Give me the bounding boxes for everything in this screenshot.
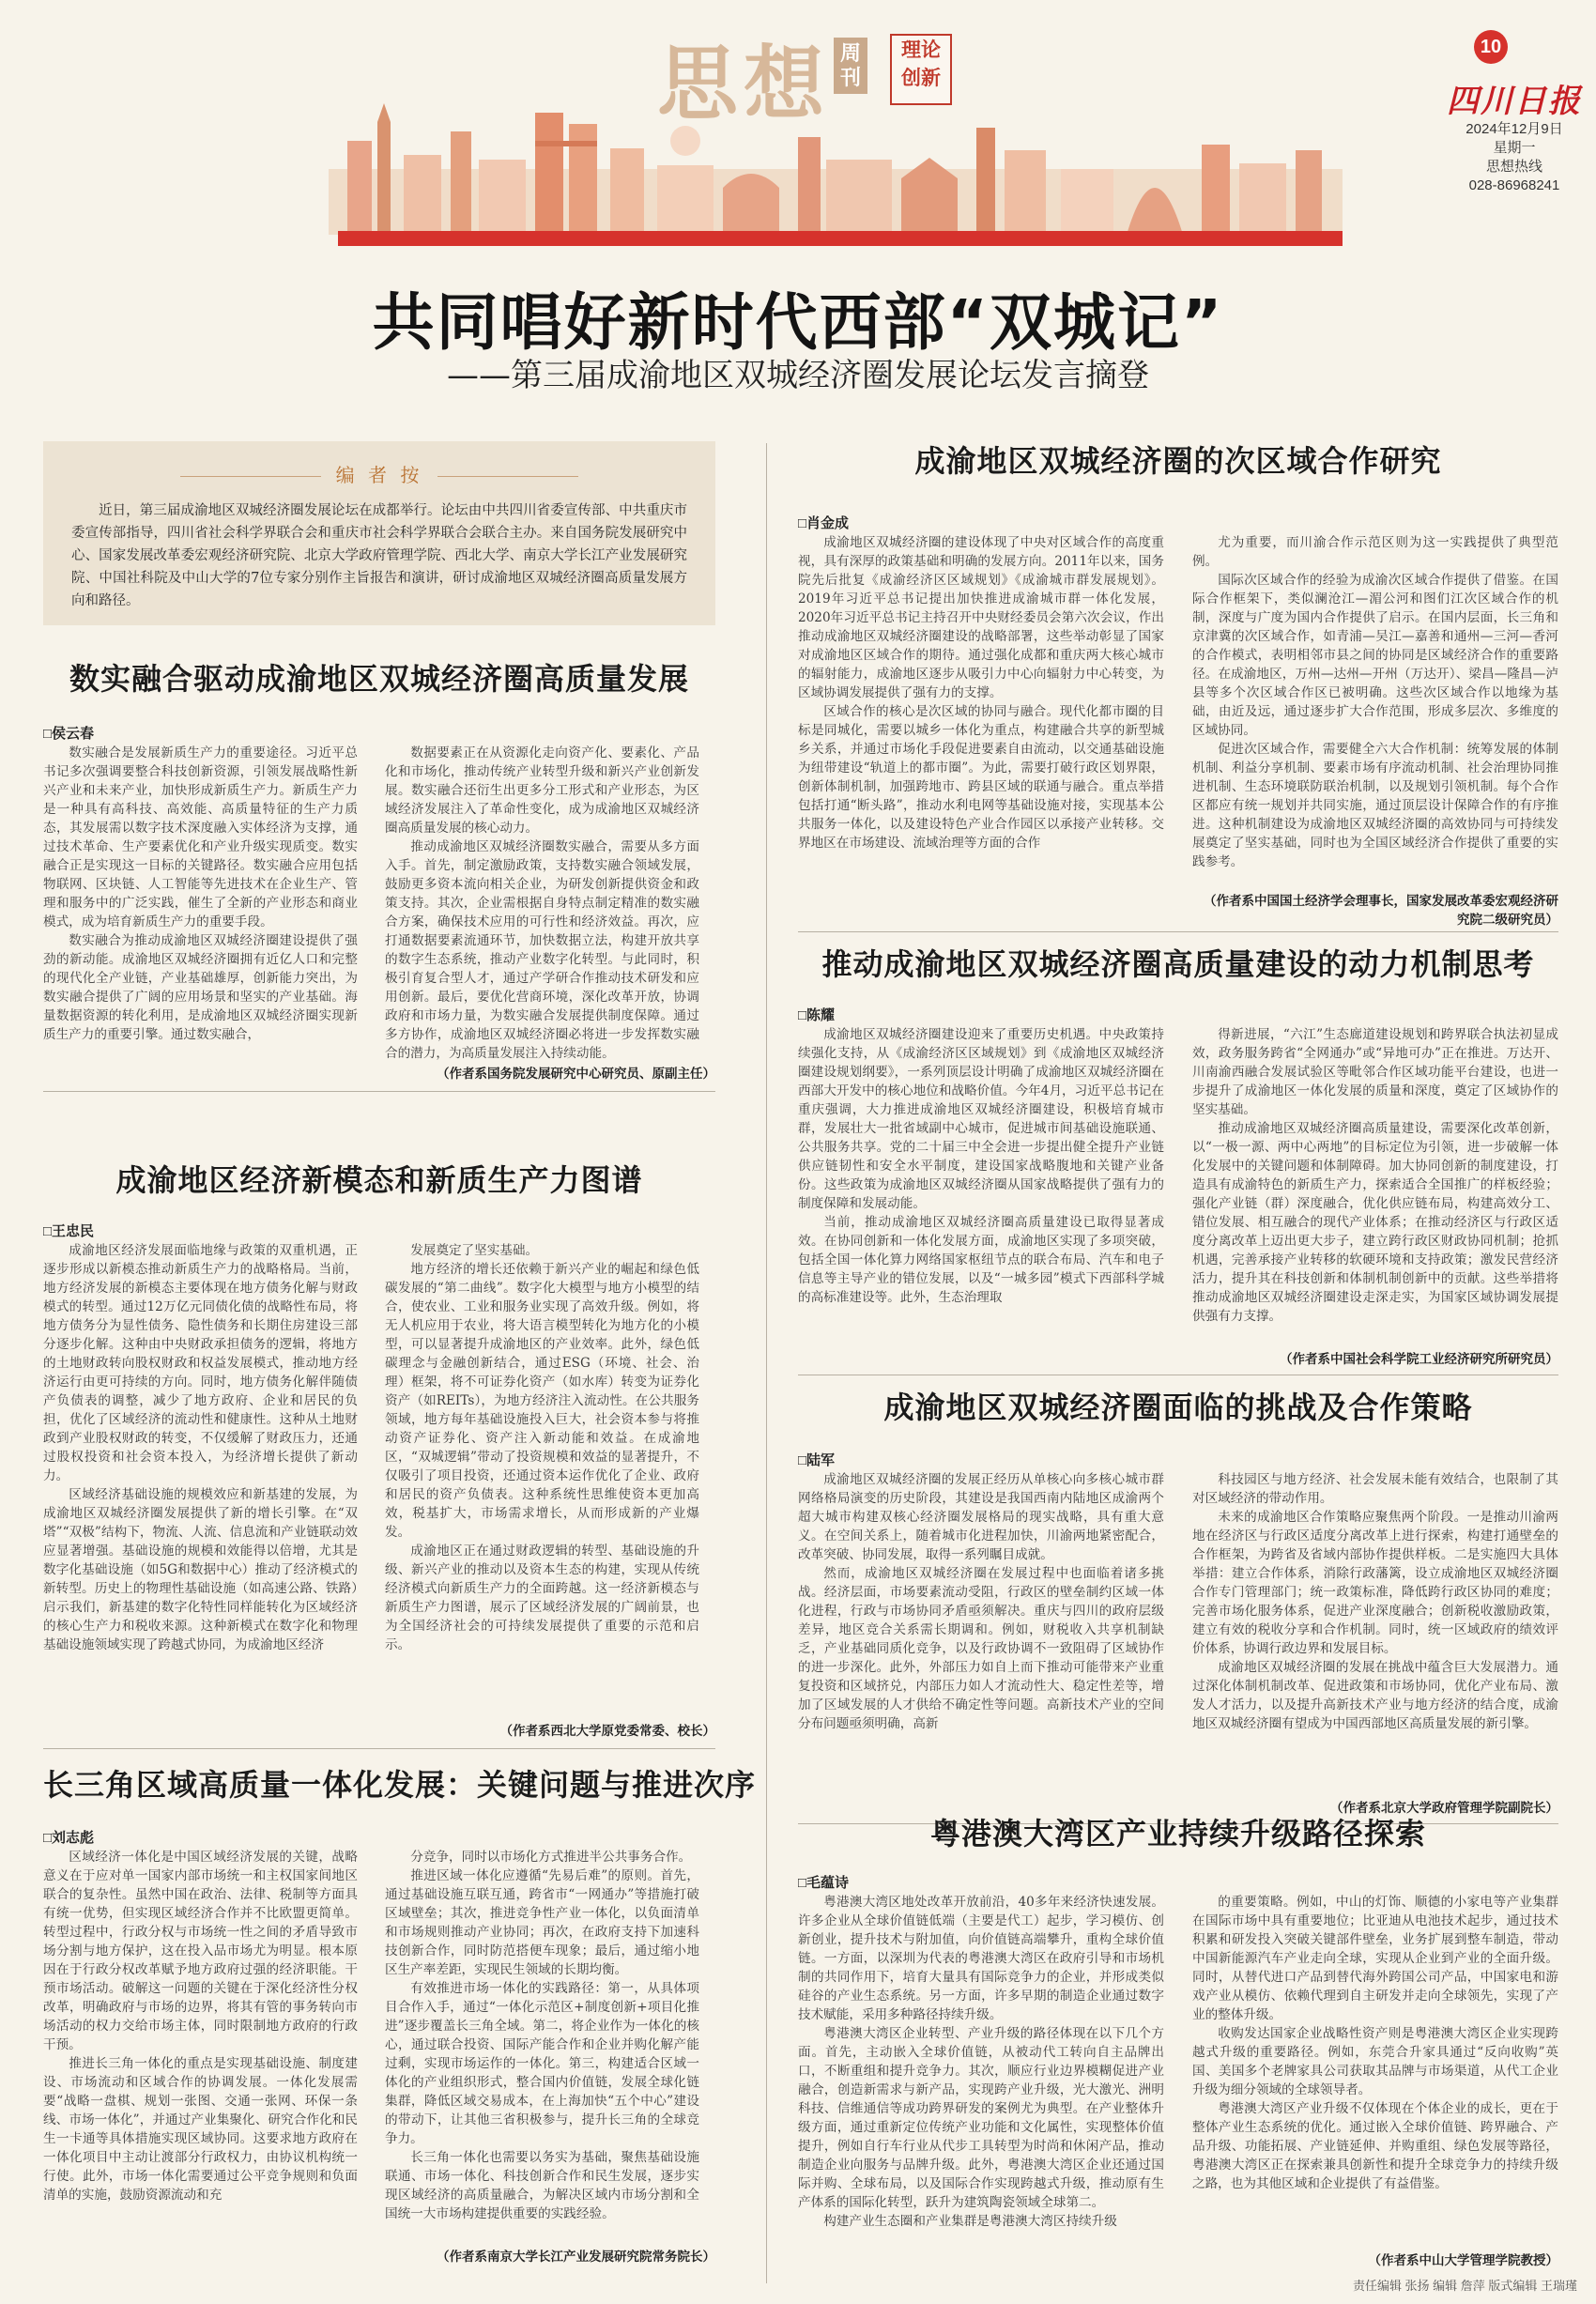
article-column-left xyxy=(798,1470,1164,1795)
paragraph: 成渝地区正在通过财政逻辑的转型、基础设施的升级、新兴产业的推动以及资本生态的构建，实现从传统经济模式向新质生产力的全面跨越。这一经济新模态与新质生产力图谱，展示了区域经济发展的广阔前景，也为全国经济社会的可持续发展提供了重要的示范和启示。 xyxy=(385,1544,699,1652)
page-number: 10 xyxy=(1474,30,1508,64)
masthead-red-bar xyxy=(338,231,1343,246)
paragraph: 数实融合为推动成渝地区双城经济圈建设提供了强劲的新动能。成渝地区双城经济圈拥有近亿人口和完整的现代化全产业链，产业基础雄厚，创新能力突出，为数实融合提供了广阔的应用场景和坚实的产业基础。海量数据资源的转化利用，是成渝地区双城经济圈实现新质生产力的重要引擎。通过数实融合， xyxy=(43,933,358,1042)
newspaper-logo: 四川日报 xyxy=(1447,83,1582,120)
paragraph: 科技园区与地方经济、社会发展未能有效结合，也限制了其对区域经济的带动作用。 xyxy=(1192,1472,1558,1506)
paragraph: 促进次区域合作，需要健全六大合作机制：统筹发展的体制机制、利益分享机制、要素市场有序流动机制、社会治理协同推进机制、生态环境联防联治机制，以及规划引领机制。每个合作区都应有统一规划并共同实施，通过顶层设计保障合作的有序推进。这种机制建设为成渝地区双城经济圈的高效协同与可持续发展奠定了坚实基础，同时也为全国区域经济合作提供了重要的实践参考。 xyxy=(1192,742,1558,869)
article-byline: （作者系南京大学长江产业发展研究院常务院长） xyxy=(437,2250,715,2264)
paragraph: 推进长三角一体化的重点是实现基础设施、制度建设、市场流动和区域合作的协调发展。一体化发展需要“战略一盘棋、规划一张图、交通一张网、环保一条线、市场一体化”，并通过产业集聚化、研究合作化和民生一卡通等具体措施实现区域协同。这要求地方政府在一体化项目中主动让渡部分行政权力，由协议机构统一行使。此外，市场一体化需要通过公平竞争规则和负面清单的实施，鼓励资源流动和充 xyxy=(43,2056,358,2203)
paragraph: 粤港澳大湾区地处改革开放前沿，40多年来经济快速发展。许多企业从全球价值链低端（主要是代工）起步，学习模仿、创新创业，提升技术与附加值，向价值链高端攀升，重构全球价值链。一方面，以深圳为代表的粤港澳大湾区在政府引导和市场机制的共同作用下，培育大量具有国际竞争力的企业，并形成类似硅谷的产业生态系统。另一方面，许多早期的制造企业通过数字技术赋能，采用多种路径持续升级。 xyxy=(798,1895,1164,2022)
section-title: 思想 xyxy=(657,37,830,131)
paragraph: 成渝地区双城经济圈的建设体现了中央对区域合作的高度重视，具有深厚的政策基础和明确的发展方向。2011年以来，国务院先后批复《成渝经济区区域规划》《成渝城市群发展规划》。2019年习近平总书记提出加快推进成渝城市群一体化发展，2020年习近平总书记主持召开中央财经委员会第六次会议，作出推动成渝地区双城经济圈建设的战略部署，这些举动彰显了国家对成渝地区区域合作的期待。通过强化成都和重庆两大核心城市的辐射能力，成渝地区逐步从吸引力中心向辐射力中心转变，为区域协调发展提供了强有力的支撑。 xyxy=(798,535,1164,700)
editor-credits: 责任编辑 张扬 编辑 詹萍 版式编辑 王瑞瑾 xyxy=(1352,2279,1577,2293)
issue-date: 2024年12月9日 xyxy=(1466,121,1563,137)
article-byline: （作者系中山大学管理学院教授） xyxy=(1368,2253,1558,2267)
article-title: 成渝地区双城经济圈的次区域合作研究 xyxy=(914,443,1442,479)
paragraph: 构建产业生态圈和产业集群是粤港澳大湾区持续升级 xyxy=(823,2214,1117,2229)
paragraph: 发展奠定了坚实基础。 xyxy=(410,1243,539,1258)
article-author: □侯云春 xyxy=(43,726,95,742)
article-column-left xyxy=(43,1241,358,1718)
section-separator xyxy=(798,931,1558,932)
article-byline: （作者系北京大学政府管理学院副院长） xyxy=(1330,1801,1558,1815)
article-byline: （作者系中国国土经济学会理事长，国家发展改革委宏观经济研究院二级研究员） xyxy=(1204,894,1558,927)
article-body xyxy=(798,533,1558,890)
paragraph: 地方经济的增长还依赖于新兴产业的崛起和绿色低碳发展的“第二曲线”。数字化大模型与地方小模型的结合，使农业、工业和服务业实现了高效升级。例如，将无人机应用于农业，将大语言模型转化为地方化的小模型，可以显著提升成渝地区的产业效率。此外，绿色低碳理念与金融创新结合，通过ESG（环境、社会、治理）框架，将不可证券化资产（如水库）转变为证券化资产（如REITs），为地方经济注入流动性。在公共服务领域，地方每年基础设施投入巨大，社会资本参与将推动资产证券化、资产注入新动能和效益。在成渝地区，“双城逻辑”带动了投资规模和效益的显著提升，不仅吸引了项目投资，还通过资本运作优化了企业、政府和居民的资产负债表。这种系统性思维使资本更加高效，税基扩大，市场需求增长，从而形成新的产业爆发。 xyxy=(385,1262,699,1540)
article-title: 推动成渝地区双城经济圈高质量建设的动力机制思考 xyxy=(821,946,1535,982)
editors-note-label: 编 者 按 xyxy=(43,460,715,487)
paragraph: 成渝地区双城经济圈的发展正经历从单核心向多核心城市群网络格局演变的历史阶段，其建设是我国西南内陆地区成渝两个超大城市构建双核心经济圈发展格局的现实战略，具有重大意义。在空间关系上，随着城市化进程加快，川渝两地紧密配合，改革突破、协同发展，取得一系列瞩目成就。 xyxy=(798,1472,1164,1562)
article-column-right xyxy=(1192,1025,1558,1344)
paragraph: 分竞争，同时以市场化方式推进半公共事务合作。 xyxy=(410,1850,692,1865)
paragraph: 收购发达国家企业战略性资产则是粤港澳大湾区企业实现跨越式升级的重要路径。例如，东莞合升家具通过“反向收购”英国、美国多个老牌家具公司获取其品牌与市场渠道，从代工企业升级为细分领域的全球领导者。 xyxy=(1192,2026,1558,2097)
paragraph: 推动成渝地区双城经济圈高质量建设，需要深化改革创新，以“一极一源、两中心两地”的目标定位为引领，进一步破解一体化发展中的关键问题和体制障碍。加大协同创新的制度建设，打造具有成渝特色的新质生产力，探索适合全国推广的样板经验；强化产业链（群）深度融合，优化供应链布局，构建高效分工、错位发展、相互融合的现代产业体系；在推动经济区与行政区适度分离改革上迈出更大步子，建立跨行政区财政协同机制；抢抓机遇，完善承接产业转移的软硬环境和支持政策；激发民营经济活力，提升其在科技创新和体制机制创新中的贡献。这些举措将推动成渝地区双城经济圈建设走深走实，为国家区域协调发展提供强有力支撑。 xyxy=(1192,1121,1558,1324)
article-column-right xyxy=(1192,533,1558,890)
article-column-left xyxy=(798,1893,1164,2246)
article-title: 长三角区域高质量一体化发展：关键问题与推进次序 xyxy=(43,1767,757,1803)
article-column-left xyxy=(798,1025,1164,1344)
article-body xyxy=(43,744,715,1061)
paragraph: 粤港澳大湾区企业转型、产业升级的路径体现在以下几个方面。首先，主动嵌入全球价值链，从被动代工转向自主品牌出口，不断重组和提升竞争力。其次，顺应行业边界模糊促进产业融合，创造新需求与新产品，实现跨产业升级，光大激光、洲明科技、信维通信等成功跨界研发的案例尤为典型。在产业整体升级方面，通过重新定位传统产业功能和文化属性，实现整体价值提升，例如自行车行业从代步工具转型为时尚和休闲产品，推动制造企业向服务与品牌升级。此外，粤港澳大湾区企业还通过国际并购、全球布局，以及国际合作实现跨越式升级，推动原有生产体系的国际化转型，跃升为建筑陶瓷领域全球第二。 xyxy=(798,2026,1164,2210)
article-author: □肖金成 xyxy=(798,515,850,531)
paragraph: 区域经济基础设施的规模效应和新基建的发展，为成渝地区双城经济圈发展提供了新的增长引擎。在“双塔”“双极”结构下，物流、人流、信息流和产业链联动效应显著增强。基础设施的规模和效能得以倍增，尤其是数字化基础设施（如5G和数据中心）推动了经济模式的新转型。历史上的物理性基础设施（如高速公路、铁路）启示我们，新基建的数字化特性同样能转化为区域经济的核心生产力和税收来源。这种新模式在数字化和物理基础设施领域实现了跨越式协同，为成渝地区经济 xyxy=(43,1487,358,1652)
article-column-left xyxy=(43,1848,358,2242)
article-author: □陈耀 xyxy=(798,1007,836,1023)
paragraph: 得新进展，“六江”生态廊道建设规划和跨界联合执法初显成效，政务服务跨省“全网通办”或“异地可办”正在推进。万达开、川南渝西融合发展试验区等毗邻合作区域功能平台建设，也进一步提升了成渝地区一体化发展的质量和深度，奠定了区域协作的坚实基础。 xyxy=(1192,1027,1558,1117)
paragraph: 成渝地区双城经济圈建设迎来了重要历史机遇。中央政策持续强化支持，从《成渝经济区区域规划》到《成渝地区双城经济圈建设规划纲要》，一系列顶层设计明确了成渝地区双城经济圈在西部大开发中的核心地位和战略价值。今年4月，习近平总书记在重庆强调，大力推进成渝地区双城经济圈建设，积极培育城市群，发展壮大一批省域副中心城市，促进城市间基础设施联通、公共服务共享。党的二十届三中全会进一步提出健全提升产业链供应链韧性和安全水平制度，建设国家战略腹地和关键产业备份。这些政策为成渝地区双城经济圈从国家战略提供了强有力的制度保障和发展动能。 xyxy=(798,1027,1164,1211)
article-title: 成渝地区经济新模态和新质生产力图谱 xyxy=(115,1162,643,1198)
paragraph: 数据要素正在从资源化走向资产化、要素化、产品化和市场化，推动传统产业转型升级和新兴产业创新发展。数实融合还衍生出更多分工形式和产业形态，为区域经济发展注入了革命性变化，成为成渝地区双城经济圈高质量发展的核心动力。 xyxy=(385,745,699,836)
article-column-right xyxy=(385,1848,699,2242)
article-column-right xyxy=(1192,1893,1558,2246)
editors-note-text: 近日，第三届成渝地区双城经济圈发展论坛在成都举行。论坛由中共四川省委宣传部、中共重庆市委宣传部指导，四川省社会科学界联合会和重庆市社会科学界联合会联合主办。来自国务院发展研究中心、国家发展改革委宏观经济研究院、北京大学政府管理学院、西北大学、南京大学长江产业发展研究院、中国社科院及中山大学的7位专家分别作主旨报告和演讲，研讨成渝地区双城经济圈高质量发展方向和路径。 xyxy=(71,503,687,608)
article-body xyxy=(798,1470,1558,1795)
theory-innovation-stamp xyxy=(890,34,952,105)
section-separator xyxy=(43,1091,715,1092)
section-separator xyxy=(43,1748,715,1749)
paragraph: 国际次区域合作的经验为成渝次区域合作提供了借鉴。在国际合作框架下，类似澜沧江—湄公河和图们江次区域合作的机制，深度与广度为国内合作提供了启示。在国内层面，长三角和京津冀的次区域合作，如青浦—吴江—嘉善和通州—三河—香河的合作模式，表明相邻市县之间的协同是区域经济合作的重要路径。在成渝地区，万州—达州—开州（万达开）、梁昌—隆昌—泸县等多个次区域合作区已被明确。这些次区域合作以地缘为基础，由近及远，通过逐步扩大合作范围，形成多层次、多维度的区域协同。 xyxy=(1192,573,1558,738)
article-body xyxy=(43,1848,715,2242)
article-body xyxy=(798,1025,1558,1344)
article-author: □陆军 xyxy=(798,1452,836,1468)
paragraph: 当前，推动成渝地区双城经济圈高质量建设已取得显著成效。在协同创新和一体化发展方面，成渝地区实现了多项突破，包括全国一体化算力网络国家枢纽节点的联合布局、汽车和电子信息等主导产业的错位发展，以及“一城多园”模式下西部科学城的高标准建设等。此外，生态治理取 xyxy=(798,1215,1164,1305)
article-byline: （作者系国务院发展研究中心研究员、原副主任） xyxy=(437,1067,715,1081)
article-title: 数实融合驱动成渝地区双城经济圈高质量发展 xyxy=(69,661,689,697)
paragraph: 成渝地区经济发展面临地缘与政策的双重机遇，正逐步形成以新模态推动新质生产力的战略格局。当前，地方经济发展的新模态主要体现在地方债务化解与财政模式的转型。通过12万亿元同债化债的战略性布局，将地方债务分为显性债务、隐性债务和长期住房建设三部分逐步化解。这种由中央财政承担债务的逻辑，将地方的土地财政转向股权财政和权益发展模式，推动地方经济运行由更可持续的方向。同时，地方债务化解伴随债产负债表的调整，减少了地方政府、企业和居民的负担，优化了区域经济的流动性和健康性。这种从土地财政到产业股权财政的转变，不仅缓解了财政压力，还通过股权投资和社会资本投入，为经济增长提供了新动力。 xyxy=(43,1243,358,1483)
hotline-number: 028-86968241 xyxy=(1468,177,1560,193)
article-body xyxy=(43,1241,715,1718)
article-column-left xyxy=(798,533,1164,890)
article-author: □刘志彪 xyxy=(43,1830,95,1846)
paragraph: 未来的成渝地区合作策略应聚焦两个阶段。一是推动川渝两地在经济区与行政区适度分离改革上进行探索，构建打通壁垒的合作框架，为跨省及省域内部协作提供样板。二是实施四大具体举措：建立合作体系，消除行政藩篱，设立成渝地区双城经济圈合作专门管理部门；统一政策标准，降低跨行政区协同的难度；完善市场化服务体系，促进产业深度融合；创新税收激励政策，建立有效的税收分享和合作机制。同时，统一区域政府的绩效评价体系，协调行政边界和发展目标。 xyxy=(1192,1510,1558,1656)
article-column-left xyxy=(43,744,358,1061)
paragraph: 成渝地区双城经济圈的发展在挑战中蕴含巨大发展潜力。通过深化体制机制改革、促进政策和市场协同，优化产业布局、激发人才活力，以及提升高新技术产业与地方经济的结合度，成渝地区双城经济圈有望成为中国西部地区高质量发展的新引擎。 xyxy=(1192,1660,1558,1731)
article-body xyxy=(798,1893,1558,2246)
article-byline: （作者系西北大学原党委常委、校长） xyxy=(499,1724,715,1738)
article-column-right xyxy=(385,744,699,1061)
article-byline: （作者系中国社会科学院工业经济研究所研究员） xyxy=(1280,1352,1558,1366)
paragraph: 然而，成渝地区双城经济圈在发展过程中也面临着诸多挑战。经济层面，市场要素流动受阻，行政区的壁垒制约区域一体化进程，行政与市场协同矛盾亟须解决。重庆与四川的政府层级差异，地区竞合关系需长期调和。例如，财税收入共享机制缺乏，产业基础同质化竞争，以及行政协调不一致阻碍了区域协作的进一步深化。此外，外部压力如自上而下推动可能带来产业重复投资和区域挤兑，内部压力如人才流动性大、稳定性差等，增加了区域发展的人才供给不确定性等问题。高新技术产业的空间分布问题亟须明确，高新 xyxy=(798,1566,1164,1731)
paragraph: 数实融合是发展新质生产力的重要途径。习近平总书记多次强调要整合科技创新资源，引领发展战略性新兴产业和未来产业，加快形成新质生产力。新质生产力是一种具有高科技、高效能、高质量特征的生产力质态，其发展需以数字技术深度融入实体经济为支撑，通过技术革命、生产要素优化和产业升级实现质变。数实融合正是实现这一目标的关键路径。数实融合应用包括物联网、区块链、人工智能等先进技术在企业生产、管理和服务中的广泛实践，催生了全新的产业形态和商业模式，成为培育新质生产力的重要手段。 xyxy=(43,745,358,929)
paragraph: 区域经济一体化是中国区域经济发展的关键，战略意义在于应对单一国家内部市场统一和主权国家间地区联合的复杂性。虽然中国在政治、法律、税制等方面具有统一优势，但实现区域经济合作并不比欧盟更简单。转型过程中，行政分权与市场统一性之间的矛盾导致市场分割与地方保护，这在投入品市场尤为明显。根本原因在于行政分权改革赋予地方政府过强的经济职能。干预市场活动。破解这一问题的关键在于深化经济性分权改革，明确政府与市场的边界，将其有管的事务转向市场活动的权力交给市场主体，同时限制地方政府的行政干预。 xyxy=(43,1850,358,2052)
paragraph: 区域合作的核心是次区域的协同与融合。现代化都市圈的目标是同城化，需要以城乡一体化为重点，构建融合共享的新型城乡关系，并通过市场化手段促进要素自由流动，以交通基础设施为纽带建设“轨道上的都市圈”。为此，需要打破行政区划界限，创新体制机制，加强跨地市、跨县区域的联通与融合。重点举措包括打通“断头路”，推动水利电网等基础设施对接，实现基本公共服务一体化，以及建设特色产业合作园区以承接产业转移。交界地区在市场建设、流域治理等方面的合作 xyxy=(798,704,1164,851)
paragraph: 粤港澳大湾区产业升级不仅体现在个体企业的成长，更在于整体产业生态系统的优化。通过嵌入全球价值链、跨界融合、产品升级、功能拓展、产业链延伸、并购重组、绿色发展等路径，粤港澳大湾区正在探索兼具创新性和提升全球竞争力的持续升级之路，也为其他区域和企业提供了有益借鉴。 xyxy=(1192,2101,1558,2191)
main-headline: 共同唱好新时代西部“双城记” xyxy=(372,286,1224,359)
paragraph: 的重要策略。例如，中山的灯饰、顺德的小家电等产业集群在国际市场中具有重要地位；比亚迪从电池技术起步，通过技术积累和研发投入突破关键部件壁垒，业务扩展到整车制造，带动中国新能源汽车产业走向全球，实现从企业到产业的全面升级。同时，从替代进口产品到替代海外跨国公司产品，中国家电和游戏产业从模仿、依赖代理到自主研发并走向全球领先，实现了产业的整体升级。 xyxy=(1192,1895,1558,2022)
stamp-line-2: 创新 xyxy=(901,66,941,89)
article-column-right xyxy=(385,1241,699,1718)
article-title: 粤港澳大湾区产业持续升级路径探索 xyxy=(929,1816,1426,1851)
article-column-right xyxy=(1192,1470,1558,1795)
paragraph: 推进区域一体化应遵循“先易后难”的原则。首先，通过基础设施互联互通，跨省市“一网通办”等措施打破区域壁垒；其次，推进竞争性产业一体化，以负面清单和市场规则推动产业协同；再次，在政府支持下加速科技创新合作，同时防范搭便车现象；最后，通过缩小地区生产率差距，实现民生领域的长期均衡。 xyxy=(385,1868,699,1977)
article-title: 成渝地区双城经济圈面临的挑战及合作策略 xyxy=(883,1390,1473,1425)
city-skyline-illustration xyxy=(329,103,1343,235)
issue-weekday: 星期一 xyxy=(1493,140,1536,156)
column-divider xyxy=(766,443,767,2283)
masthead xyxy=(0,0,1596,246)
article-author: □毛蕴诗 xyxy=(798,1875,850,1891)
paragraph: 推动成渝地区双城经济圈数实融合，需要从多方面入手。首先，制定激励政策，支持数实融合领域发展，鼓励更多资本流向相关企业，为研发创新提供资金和政策支持。其次，企业需根据自身特点制定精准的数实融合方案，确保技术应用的可行性和经济效益。再次，应打通数据要素流通环节，加快数据立法，构建开放共享的数字生态系统，推动产业数字化转型。与此同时，积极引育复合型人才，通过产学研合作推动技术研发和应用创新。最后，要优化营商环境，深化改革开放，协调政府和市场力量，为数实融合发展提供制度保障。通过多方协作，成渝地区双城经济圈必将进一步发挥数实融合的潜力，为高质量发展注入持续动能。 xyxy=(385,839,699,1061)
editors-note xyxy=(43,441,715,625)
issue-info xyxy=(1436,120,1592,195)
paragraph: 有效推进市场一体化的实践路径：第一，从具体项目合作入手，通过“一体化示范区+制度创新+项目化推进”逐步覆盖长三角全域。第二，将企业作为一体化的核心，通过联合投资、国际产能合作和企业并购化解产能过剩，实现市场运作的一体化。第三，构建适合区域一体化的产业组织形式，整合国内价值链，发展全球化链集群，降低区域交易成本，在上海加快“五个中心”建设的带动下，让其他三省积极参与，提升长三角的全球竞争力。 xyxy=(385,1981,699,2146)
paragraph: 长三角一体化也需要以务实为基础，聚焦基础设施联通、市场一体化、科技创新合作和民生发展，逐步实现区域经济的高质量融合，为解决区域内市场分割和全国统一大市场构建提供重要的实践经验。 xyxy=(385,2150,699,2221)
paragraph: 尤为重要，而川渝合作示范区则为这一实践提供了典型范例。 xyxy=(1192,535,1558,569)
stamp-line-1: 理论 xyxy=(901,38,941,61)
article-author: □王忠民 xyxy=(43,1223,95,1239)
hotline-label: 思想热线 xyxy=(1485,159,1542,175)
main-subheadline: ——第三届成渝地区双城经济圈发展论坛发言摘登 xyxy=(447,357,1149,394)
weekly-tag: 周刊 xyxy=(834,38,867,94)
